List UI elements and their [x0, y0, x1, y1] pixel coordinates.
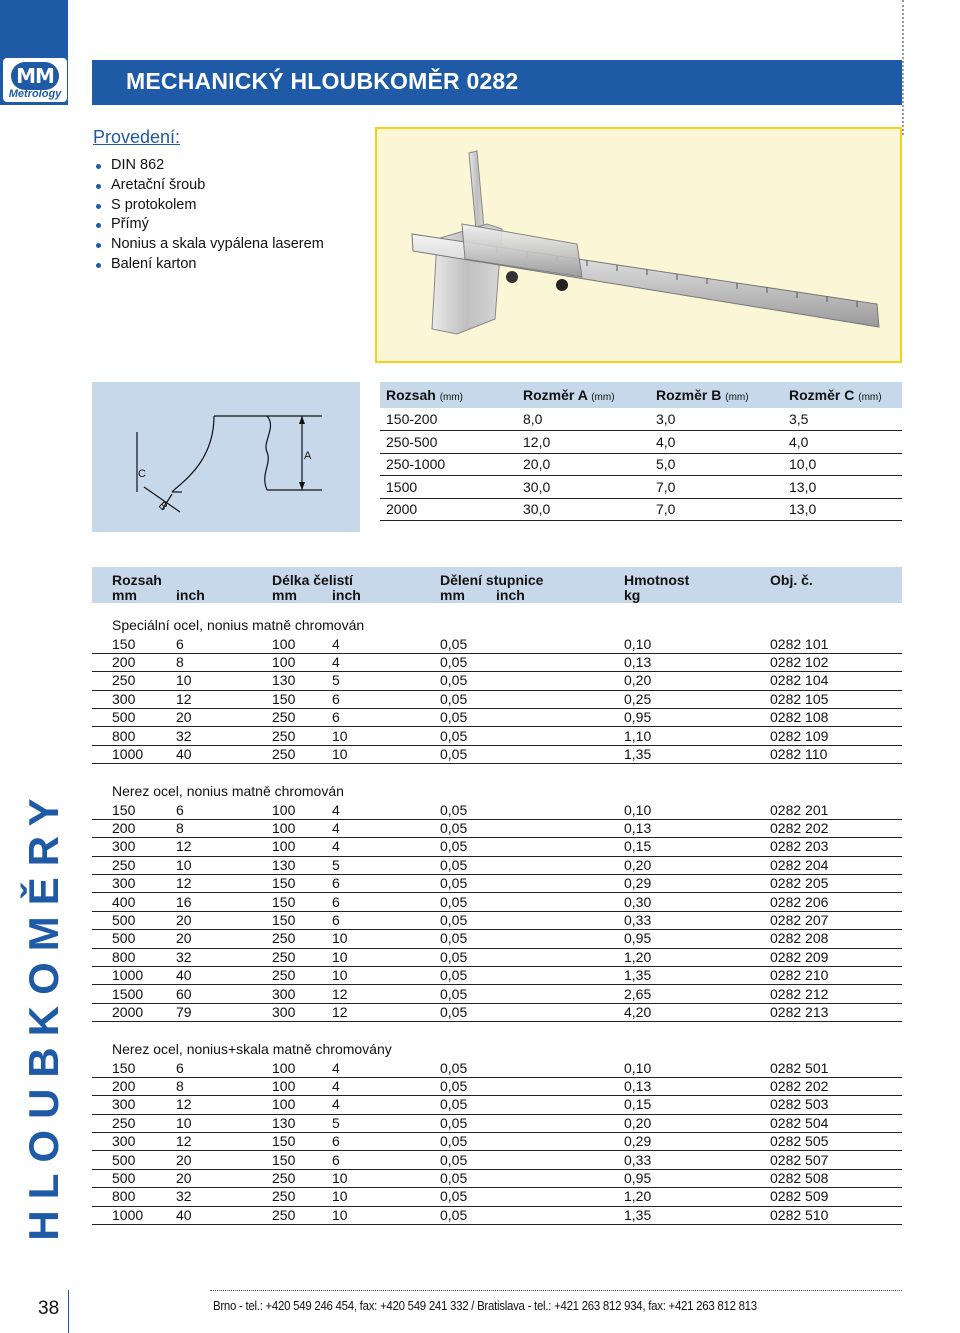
- table-row: [92, 709, 902, 727]
- dimension-table: [380, 382, 902, 521]
- table-row: [92, 1004, 902, 1022]
- table-cell: 0282 207: [770, 911, 829, 928]
- table-cell: 6: [176, 635, 184, 652]
- table-row: [92, 912, 902, 930]
- table-cell: 0,05: [440, 1133, 468, 1150]
- table-cell: 12: [332, 985, 348, 1002]
- table-cell: 300: [272, 1003, 296, 1020]
- table-cell: 0,05: [440, 690, 468, 707]
- table-cell: 5: [332, 672, 340, 689]
- table-cell: 0,05: [440, 1169, 468, 1186]
- table-cell: 100: [272, 819, 296, 836]
- col-rozmer-c: Rozměr C (mm): [783, 382, 902, 408]
- table-cell: 1,35: [624, 745, 652, 762]
- table-cell: 0282 105: [770, 690, 829, 707]
- table-cell: 0282 101: [770, 635, 829, 652]
- table-row: [92, 1096, 902, 1114]
- table-cell: 0,05: [440, 967, 468, 984]
- table-cell: 300: [112, 875, 136, 892]
- table-cell: 0,05: [440, 838, 468, 855]
- table-cell: 200: [112, 653, 136, 670]
- table-cell: 100: [272, 838, 296, 855]
- table-cell: 10: [332, 1206, 348, 1223]
- table-cell: 0282 508: [770, 1169, 829, 1186]
- table-cell: 0282 210: [770, 967, 829, 984]
- table-cell: 40: [176, 745, 192, 762]
- table-cell: 0,10: [624, 801, 652, 818]
- table-cell: 500: [112, 709, 136, 726]
- table-cell: 0282 104: [770, 672, 829, 689]
- table-row: [92, 1207, 902, 1225]
- table-cell: 6: [332, 690, 340, 707]
- footer-contact: Brno - tel.: +420 549 246 454, fax: +420 549 241 332 / Bratislava - tel.: +421 263 812 934, fax: +421 263 812 813: [213, 1298, 757, 1313]
- table-cell: 250: [272, 1188, 296, 1205]
- table-cell: 100: [272, 653, 296, 670]
- table-cell: 150: [112, 635, 136, 652]
- header-unit-mm: mm: [272, 587, 297, 603]
- table-cell: 0,05: [440, 672, 468, 689]
- table-row: [92, 875, 902, 893]
- vertical-title-text: HLOUBKOMĚRY: [20, 787, 67, 1241]
- table-cell: 0,20: [624, 672, 652, 689]
- table-cell: 10: [176, 1114, 192, 1131]
- table-cell: 5: [332, 1114, 340, 1131]
- table-cell: 0,05: [440, 819, 468, 836]
- product-table-header: [92, 567, 902, 603]
- table-cell: 150: [272, 875, 296, 892]
- table-cell: 500: [112, 1151, 136, 1168]
- depth-gauge-illustration: [377, 129, 900, 361]
- diagram-label-c: C: [138, 468, 146, 480]
- table-cell: 10: [332, 727, 348, 744]
- table-cell: 400: [112, 893, 136, 910]
- table-cell: 0,13: [624, 1077, 652, 1094]
- header-hmotnost: Hmotnost: [624, 572, 690, 588]
- col-rozsah: Rozsah (mm): [380, 382, 517, 408]
- feature-item: Nonius a skala vypálena laserem: [93, 235, 324, 255]
- table-cell: 32: [176, 1188, 192, 1205]
- table-row: [92, 820, 902, 838]
- table-cell: 0,05: [440, 1206, 468, 1223]
- table-cell: 0282 213: [770, 1003, 829, 1020]
- table-cell: 0282 102: [770, 653, 829, 670]
- col-rozmer-a: Rozměr A (mm): [517, 382, 650, 408]
- logo-text: Metrology: [8, 88, 62, 100]
- table-cell: 0,95: [624, 709, 652, 726]
- table-cell: 500: [112, 930, 136, 947]
- table-row: 1500 30,0 7,0 13,0: [380, 476, 902, 499]
- table-cell: 10: [332, 930, 348, 947]
- table-cell: 1,20: [624, 1188, 652, 1205]
- table-cell: 300: [112, 838, 136, 855]
- table-cell: 0,05: [440, 745, 468, 762]
- table-cell: 250: [272, 745, 296, 762]
- table-row: [92, 691, 902, 709]
- table-cell: 0,10: [624, 635, 652, 652]
- table-cell: 250: [272, 930, 296, 947]
- table-row: [92, 1188, 902, 1206]
- table-row: [92, 802, 902, 820]
- table-cell: 200: [112, 819, 136, 836]
- table-cell: 0,05: [440, 930, 468, 947]
- features-list: [93, 156, 324, 275]
- table-cell: 300: [112, 1096, 136, 1113]
- table-cell: 150: [272, 911, 296, 928]
- table-cell: 250: [272, 1206, 296, 1223]
- table-cell: 0,10: [624, 1059, 652, 1076]
- table-cell: 300: [112, 1133, 136, 1150]
- table-cell: 12: [332, 1003, 348, 1020]
- header-obj: Obj. č.: [770, 572, 813, 588]
- feature-item: Balení karton: [93, 255, 324, 275]
- table-cell: 0282 209: [770, 948, 829, 965]
- table-cell: 0,05: [440, 911, 468, 928]
- table-cell: 12: [176, 875, 192, 892]
- table-row: [92, 930, 902, 948]
- table-cell: 1000: [112, 1206, 144, 1223]
- table-cell: 0282 204: [770, 856, 829, 873]
- table-cell: 0,05: [440, 1077, 468, 1094]
- page-title: MECHANICKÝ HLOUBKOMĚR 0282: [126, 68, 519, 94]
- table-cell: 250: [112, 856, 136, 873]
- table-cell: 250: [272, 948, 296, 965]
- table-cell: 0,95: [624, 1169, 652, 1186]
- table-row: [92, 857, 902, 875]
- logo-mark-icon: MM: [11, 62, 59, 90]
- table-cell: 10: [176, 856, 192, 873]
- table-row: [92, 838, 902, 856]
- table-cell: 0,15: [624, 1096, 652, 1113]
- table-cell: 200: [112, 1077, 136, 1094]
- section-label: Nerez ocel, nonius+skala matně chromovány: [112, 1041, 392, 1057]
- table-row: 250-1000 20,0 5,0 10,0: [380, 453, 902, 476]
- table-cell: 1,35: [624, 1206, 652, 1223]
- table-cell: 150: [272, 1133, 296, 1150]
- table-row: [92, 1170, 902, 1188]
- table-cell: 0282 503: [770, 1096, 829, 1113]
- table-cell: 250: [272, 1169, 296, 1186]
- table-cell: 0282 505: [770, 1133, 829, 1150]
- page-number: 38: [38, 1298, 60, 1319]
- header-unit-inch: inch: [176, 587, 205, 603]
- table-cell: 8: [176, 819, 184, 836]
- table-cell: 0282 110: [770, 745, 828, 762]
- table-cell: 0,05: [440, 1114, 468, 1131]
- table-cell: 0282 501: [770, 1059, 829, 1076]
- table-cell: 0,05: [440, 1003, 468, 1020]
- table-cell: 4: [332, 1096, 340, 1113]
- table-cell: 0,33: [624, 911, 652, 928]
- table-cell: 0,05: [440, 709, 468, 726]
- table-row: [92, 1152, 902, 1170]
- table-cell: 6: [332, 893, 340, 910]
- table-cell: 0282 205: [770, 875, 829, 892]
- table-cell: 6: [332, 875, 340, 892]
- table-cell: 6: [332, 1133, 340, 1150]
- table-cell: 800: [112, 1188, 136, 1205]
- table-cell: 500: [112, 911, 136, 928]
- table-cell: 0,29: [624, 1133, 652, 1150]
- table-cell: 5: [332, 856, 340, 873]
- table-cell: 0,05: [440, 875, 468, 892]
- product-photo: [375, 127, 902, 363]
- table-cell: 0282 509: [770, 1188, 829, 1205]
- table-cell: 40: [176, 967, 192, 984]
- table-cell: 130: [272, 856, 296, 873]
- header-unit-mm: mm: [440, 587, 465, 603]
- margin-dotted-line: [902, 0, 904, 135]
- table-cell: 100: [272, 635, 296, 652]
- table-row: [92, 967, 902, 985]
- table-cell: 150: [112, 1059, 136, 1076]
- table-cell: 4: [332, 1059, 340, 1076]
- table-cell: 130: [272, 672, 296, 689]
- table-row: [92, 1060, 902, 1078]
- table-cell: 10: [332, 948, 348, 965]
- table-cell: 0282 202: [770, 1077, 829, 1094]
- table-cell: 6: [176, 801, 184, 818]
- table-cell: 6: [332, 1151, 340, 1168]
- table-cell: 150: [112, 801, 136, 818]
- header-rozsah: Rozsah: [112, 572, 162, 588]
- table-cell: 0,15: [624, 838, 652, 855]
- feature-item: DIN 862: [93, 156, 324, 176]
- dimension-diagram: [92, 382, 360, 532]
- table-row: 150-200 8,0 3,0 3,5: [380, 408, 902, 431]
- table-cell: 0282 201: [770, 801, 829, 818]
- table-cell: 250: [272, 967, 296, 984]
- feature-item: Přímý: [93, 215, 324, 235]
- table-cell: 8: [176, 653, 184, 670]
- table-cell: 32: [176, 948, 192, 965]
- table-cell: 0,95: [624, 930, 652, 947]
- section-label: Speciální ocel, nonius matně chromován: [112, 617, 365, 633]
- table-cell: 10: [332, 1169, 348, 1186]
- table-row: [92, 1078, 902, 1096]
- table-cell: 20: [176, 709, 192, 726]
- table-cell: 0282 202: [770, 819, 829, 836]
- sidebar: [0, 0, 68, 1333]
- section-label: Nerez ocel, nonius matně chromován: [112, 783, 344, 799]
- table-cell: 0,05: [440, 1059, 468, 1076]
- table-cell: 1,10: [624, 727, 652, 744]
- header-unit-inch: inch: [332, 587, 361, 603]
- table-cell: 0282 208: [770, 930, 829, 947]
- table-cell: 12: [176, 690, 192, 707]
- table-cell: 0,05: [440, 893, 468, 910]
- diagram-label-a: A: [304, 450, 312, 462]
- table-row: [92, 1133, 902, 1151]
- table-cell: 4: [332, 653, 340, 670]
- table-cell: 8: [176, 1077, 184, 1094]
- dimension-table-header: [380, 382, 902, 408]
- table-cell: 6: [332, 709, 340, 726]
- table-cell: 0282 510: [770, 1206, 829, 1223]
- table-cell: 10: [332, 1188, 348, 1205]
- table-cell: 12: [176, 1096, 192, 1113]
- table-cell: 0,05: [440, 653, 468, 670]
- table-cell: 4: [332, 838, 340, 855]
- table-row: [92, 654, 902, 672]
- table-cell: 1500: [112, 985, 144, 1002]
- table-cell: 4: [332, 801, 340, 818]
- table-cell: 0282 108: [770, 709, 829, 726]
- feature-item: Aretační šroub: [93, 176, 324, 196]
- table-cell: 800: [112, 727, 136, 744]
- table-cell: 0,05: [440, 985, 468, 1002]
- table-cell: 100: [272, 1096, 296, 1113]
- table-cell: 1,35: [624, 967, 652, 984]
- table-cell: 0,05: [440, 801, 468, 818]
- table-cell: 4: [332, 819, 340, 836]
- table-cell: 12: [176, 838, 192, 855]
- table-cell: 150: [272, 1151, 296, 1168]
- table-cell: 0282 507: [770, 1151, 829, 1168]
- header-delka: Délka čelistí: [272, 572, 353, 588]
- table-cell: 250: [272, 727, 296, 744]
- diagram-label-b: B: [155, 499, 170, 514]
- table-cell: 300: [272, 985, 296, 1002]
- table-cell: 79: [176, 1003, 192, 1020]
- table-cell: 0,25: [624, 690, 652, 707]
- table-row: [92, 986, 902, 1004]
- table-cell: 0282 109: [770, 727, 829, 744]
- footer-divider: [210, 1290, 902, 1291]
- table-cell: 300: [112, 690, 136, 707]
- table-cell: 12: [176, 1133, 192, 1150]
- table-row: [92, 1115, 902, 1133]
- table-cell: 0,20: [624, 856, 652, 873]
- table-cell: 0,05: [440, 635, 468, 652]
- table-row: 250-500 12,0 4,0 4,0: [380, 431, 902, 454]
- table-row: [92, 672, 902, 690]
- gauge-profile-drawing: [92, 382, 360, 532]
- table-cell: 0,05: [440, 856, 468, 873]
- table-row: [92, 728, 902, 746]
- table-cell: 2000: [112, 1003, 144, 1020]
- title-bar: [92, 60, 902, 105]
- table-cell: 1000: [112, 967, 144, 984]
- sidebar-divider: [68, 1290, 69, 1333]
- table-cell: 250: [112, 1114, 136, 1131]
- table-cell: 1000: [112, 745, 144, 762]
- table-cell: 0,20: [624, 1114, 652, 1131]
- table-row: [92, 636, 902, 654]
- table-cell: 100: [272, 801, 296, 818]
- table-cell: 20: [176, 1169, 192, 1186]
- table-cell: 0,13: [624, 653, 652, 670]
- table-cell: 10: [176, 672, 192, 689]
- features-title: Provedení:: [93, 127, 181, 147]
- table-cell: 10: [332, 967, 348, 984]
- header-unit-mm: mm: [112, 587, 137, 603]
- table-cell: 100: [272, 1077, 296, 1094]
- section-vertical-title: [20, 740, 68, 1280]
- header-deleni: Dělení stupnice: [440, 572, 544, 588]
- table-row: [92, 949, 902, 967]
- table-row: [92, 746, 902, 764]
- table-cell: 60: [176, 985, 192, 1002]
- table-cell: 6: [176, 1059, 184, 1076]
- table-cell: 0,29: [624, 875, 652, 892]
- table-cell: 0,13: [624, 819, 652, 836]
- table-cell: 16: [176, 893, 192, 910]
- header-unit-inch: inch: [496, 587, 525, 603]
- table-cell: 0282 203: [770, 838, 829, 855]
- table-cell: 40: [176, 1206, 192, 1223]
- brand-logo[interactable]: [3, 58, 67, 102]
- table-cell: 800: [112, 948, 136, 965]
- table-cell: 0282 212: [770, 985, 829, 1002]
- table-cell: 0,05: [440, 1096, 468, 1113]
- table-cell: 150: [272, 690, 296, 707]
- table-row: 2000 30,0 7,0 13,0: [380, 498, 902, 521]
- table-row: [92, 894, 902, 912]
- table-cell: 4,20: [624, 1003, 652, 1020]
- table-cell: 20: [176, 1151, 192, 1168]
- table-cell: 20: [176, 911, 192, 928]
- header-unit-kg: kg: [624, 587, 641, 603]
- table-cell: 1,20: [624, 948, 652, 965]
- table-cell: 250: [272, 709, 296, 726]
- table-cell: 0,30: [624, 893, 652, 910]
- col-rozmer-b: Rozměr B (mm): [650, 382, 783, 408]
- table-cell: 0,05: [440, 1151, 468, 1168]
- table-cell: 150: [272, 893, 296, 910]
- table-cell: 0,05: [440, 727, 468, 744]
- table-cell: 0,05: [440, 948, 468, 965]
- table-cell: 0,05: [440, 1188, 468, 1205]
- table-cell: 20: [176, 930, 192, 947]
- table-cell: 250: [112, 672, 136, 689]
- table-cell: 0282 504: [770, 1114, 829, 1131]
- table-cell: 10: [332, 745, 348, 762]
- table-cell: 100: [272, 1059, 296, 1076]
- table-cell: 500: [112, 1169, 136, 1186]
- table-cell: 2,65: [624, 985, 652, 1002]
- table-cell: 6: [332, 911, 340, 928]
- table-cell: 4: [332, 1077, 340, 1094]
- table-cell: 0282 206: [770, 893, 829, 910]
- table-cell: 4: [332, 635, 340, 652]
- table-cell: 32: [176, 727, 192, 744]
- table-cell: 130: [272, 1114, 296, 1131]
- feature-item: S protokolem: [93, 196, 324, 216]
- table-cell: 0,33: [624, 1151, 652, 1168]
